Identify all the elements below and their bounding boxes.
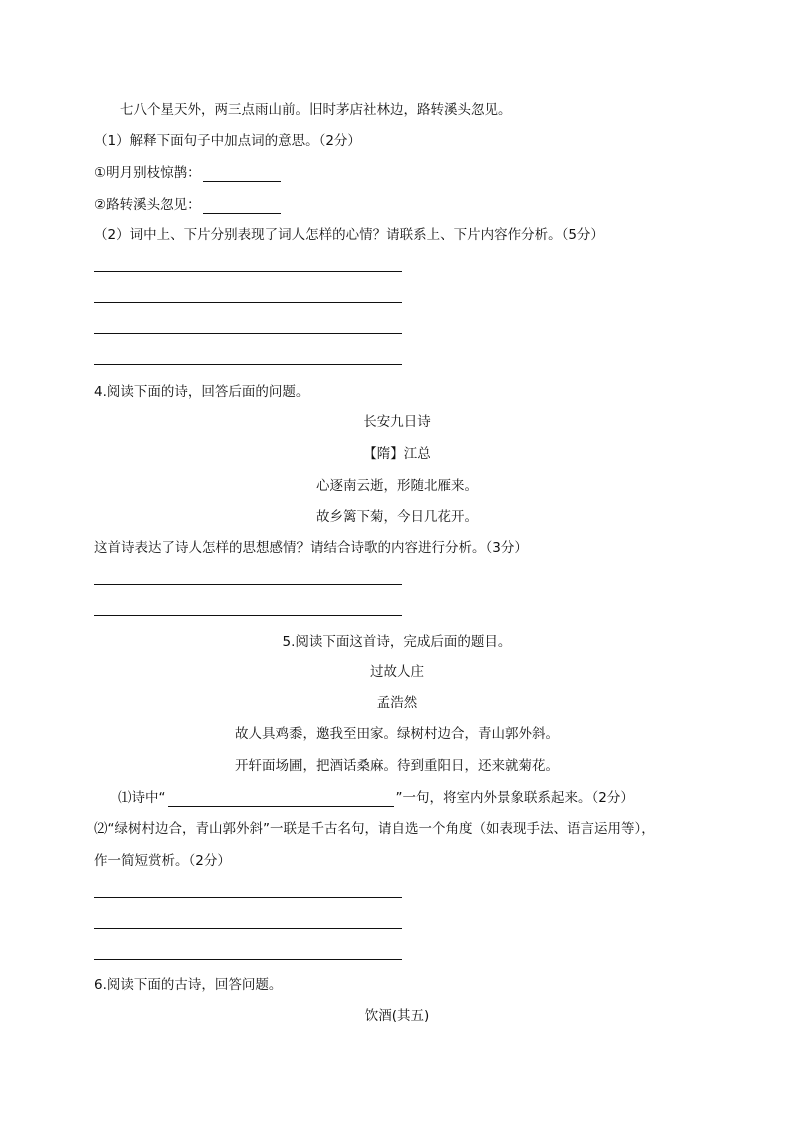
answer-line[interactable]	[94, 959, 402, 960]
poem-5-title: 过故人庄	[370, 664, 424, 680]
question-3-1-a	[94, 164, 283, 182]
question-3-1-a-label: ①明月别枝惊鹊：	[94, 165, 201, 181]
question-6-heading: 6.阅读下面的古诗，回答问题。	[94, 977, 283, 993]
question-4: 这首诗表达了诗人怎样的思想感情？请结合诗歌的内容进行分析。（3分）	[94, 540, 528, 556]
question-3-1-b-label: ②路转溪头忽见：	[94, 197, 201, 213]
answer-line[interactable]	[94, 364, 402, 365]
poem-4-title: 长安九日诗	[363, 414, 431, 430]
answer-line[interactable]	[94, 928, 402, 929]
answer-line[interactable]	[94, 271, 402, 272]
answer-line[interactable]	[94, 584, 402, 585]
answer-line[interactable]	[94, 897, 402, 898]
answer-line[interactable]	[94, 333, 402, 334]
question-5-1	[118, 789, 634, 807]
answer-blank-3-1-b[interactable]	[203, 199, 281, 214]
answer-blank-5-1[interactable]	[168, 792, 394, 807]
poem-5-line-1: 故人具鸡黍，邀我至田家。绿树村边合，青山郭外斜。	[235, 726, 559, 742]
poem-4-line-1: 心逐南云逝，形随北雁来。	[316, 478, 478, 494]
question-3-2: （2）词中上、下片分别表现了词人怎样的心情？请联系上、下片内容作分析。（5分）	[94, 227, 604, 243]
question-5-1-suffix: ”一句，将室内外景象联系起来。（2分）	[395, 790, 634, 806]
question-5-1-prefix: ⑴诗中“	[118, 790, 166, 806]
answer-line[interactable]	[94, 615, 402, 616]
question-5-heading: 5.阅读下面这首诗，完成后面的题目。	[282, 634, 512, 650]
answer-line[interactable]	[94, 302, 402, 303]
intro-poem-line: 七八个星天外，两三点雨山前。旧时茅店社林边，路转溪头忽见。	[120, 102, 512, 118]
poem-5-line-2: 开轩面场圃，把酒话桑麻。待到重阳日，还来就菊花。	[235, 758, 559, 774]
question-3-1: （1）解释下面句子中加点词的意思。（2分）	[94, 133, 361, 149]
question-5-2-part-2: 作一简短赏析。（2分）	[94, 853, 231, 869]
question-3-1-b	[94, 196, 283, 214]
poem-6-title: 饮酒(其五)	[364, 1008, 430, 1024]
poem-4-author: 【隋】江总	[363, 446, 431, 462]
poem-4-line-2: 故乡篱下菊，今日几花开。	[316, 509, 478, 525]
question-4-heading: 4.阅读下面的诗，回答后面的问题。	[94, 384, 310, 400]
poem-5-author: 孟浩然	[376, 695, 418, 711]
answer-blank-3-1-a[interactable]	[203, 167, 281, 182]
question-5-2-part-1: ⑵“绿树村边合，青山郭外斜”一联是千古名句，请自选一个角度（如表现手法、语言运用等），	[94, 821, 655, 837]
